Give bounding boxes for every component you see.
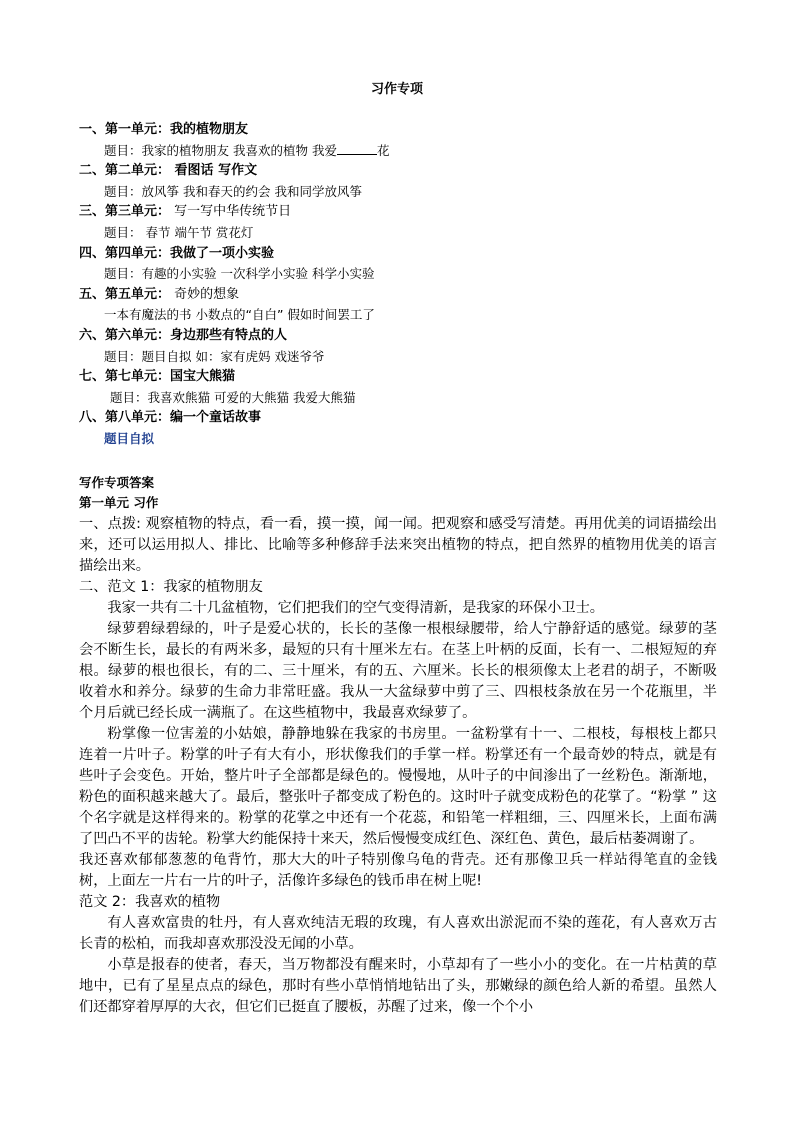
tip-paragraph: 一、点拨: 观察植物的特点，看一看，摸一摸，闻一闻。把观察和感受写清楚。再用优美的词语描绘出来，还可以运用拟人、排比、比喻等多种修辞手法来突出植物的特点，把自然界的植物用优美的语言描绘出来。 <box>79 516 717 574</box>
essay1-paragraph: 我家一共有二十几盆植物，它们把我们的空气变得清新，是我家的环保小卫士。 <box>107 600 604 616</box>
unit-number: 四、第四单元： <box>79 245 171 261</box>
topics-text: 放风筝 我和春天的约会 我和同学放风筝 <box>141 183 362 199</box>
unit-number: 七、第七单元： <box>79 369 171 385</box>
essay1-paragraph: 粉掌像一位害羞的小姑娘，静静地躲在我家的书房里。一盆粉掌有十一、二根枝，每根枝上都只连着一片叶子。粉掌的叶子有大有小，形状像我们的手掌一样。粉掌还有一个最奇妙的特点，就是有些叶子会变色。开始，整片叶子全部都是绿色的。慢慢地，从叶子的中间渗出了一丝粉色。渐渐地，粉色的面积越来越大了。最后，整张叶子都变成了粉色的。这时叶子就变成粉色的花掌了。“粉掌 ” 这个名字就是这样得来的。粉掌的花掌之中还有一个花蕊，和铅笔一样粗细，三、四厘米长，上面布满了凹凸不平的齿轮。粉掌大约能保持十来天，然后慢慢变成红色、深红色、黄色，最后枯萎凋谢了。 <box>79 726 717 847</box>
unit-number: 八、第八单元： <box>79 410 171 426</box>
unit-heading <box>79 285 239 305</box>
essay1-paragraph: 我还喜欢郁郁葱葱的龟背竹，那大大的叶子特别像乌龟的背壳。还有那像卫兵一样站得笔直的金钱树，上面左一片右一片的叶子，活像许多绿色的钱币串在树上呢! <box>79 852 717 889</box>
unit-number: 一、第一单元： <box>79 122 171 137</box>
unit-number: 六、第六单元： <box>79 328 171 343</box>
unit-theme: 看图话 写作文 <box>170 163 258 179</box>
unit-number: 三、第三单元： <box>79 204 171 220</box>
unit-heading <box>79 408 261 428</box>
topics-label: 题目： <box>104 266 142 282</box>
unit-heading <box>79 161 257 181</box>
topics-label: 题目： <box>104 142 142 158</box>
essay1-title: 二、范文 1：我家的植物朋友 <box>79 579 263 595</box>
unit-topics <box>104 141 389 161</box>
unit-number: 二、第二单元： <box>79 163 171 179</box>
unit-number: 五、第五单元： <box>79 286 171 302</box>
topics-label: 题目： <box>104 183 142 199</box>
unit-heading <box>79 120 248 140</box>
unit-heading <box>79 244 274 264</box>
unit-theme: 身边那些有特点的人 <box>170 328 288 343</box>
topics-text: 题目自拟 如：家有虎妈 戏迷爷爷 <box>141 348 325 364</box>
topics-label: 题目： <box>104 348 142 364</box>
topics-suffix: 花 <box>376 142 390 158</box>
fill-in-blank <box>337 142 377 155</box>
unit-heading <box>79 367 235 387</box>
unit-heading <box>79 202 291 222</box>
unit-theme: 奇妙的想象 <box>170 286 240 302</box>
answers-heading: 写作专项答案 <box>79 475 155 490</box>
essay2-paragraph: 小草是报春的使者，春天，当万物都没有醒来时，小草却有了一些小小的变化。在一片枯黄的草地中，已有了星星点点的绿色，那时有些小草悄悄地钻出了头，那嫩绿的颜色给人新的希望。虽然人们还都穿着厚厚的大衣，但它们已挺直了腰板，苏醒了过来，像一个个小 <box>79 957 717 1015</box>
essay2-title: 范文 2：我喜欢的植物 <box>79 894 221 910</box>
topics-text: 题目自拟 <box>104 431 155 446</box>
topics-text: 有趣的小实验 一次科学小实验 科学小实验 <box>141 266 375 282</box>
unit-theme: 国宝大熊猫 <box>170 369 236 385</box>
unit-topics <box>110 388 355 408</box>
essay2-paragraph: 有人喜欢富贵的牡丹，有人喜欢纯洁无瑕的玫瑰，有人喜欢出淤泥而不染的莲花，有人喜欢万古长青的松柏，而我却喜欢那没没无闻的小草。 <box>79 915 717 952</box>
unit1-answer-heading: 第一单元 习作 <box>79 495 159 510</box>
unit-theme: 写一写中华传统节日 <box>170 204 292 220</box>
topics-text: 春节 端午节 赏花灯 <box>141 225 254 240</box>
unit-theme: 编一个童话故事 <box>170 410 262 426</box>
unit-topics <box>104 347 324 367</box>
topics-text: 一本有魔法的书 小数点的“自白” 假如时间罢工了 <box>104 307 375 323</box>
essay1-paragraph: 绿萝碧绿碧绿的，叶子是爱心状的，长长的茎像一根根绿腰带，给人宁静舒适的感觉。绿萝的茎会不断生长，最长的有两米多，最短的只有十厘米左右。在茎上叶柄的反面，长有一、二根短短的弃根。绿萝的根也很长，有的二、三十厘米，有的五、六厘米。长长的根须像太上老君的胡子，不断吸收着水和养分。绿萝的生命力非常旺盛。我从一大盆绿萝中剪了三、四根枝条放在另一个花瓶里，半个月后就已经长成一满瓶了。在这些植物中，我最喜欢绿萝了。 <box>79 621 717 721</box>
unit-topics <box>104 305 375 325</box>
topics-text: 我家的植物朋友 我喜欢的植物 我爱 <box>141 142 337 158</box>
page-title: 习作专项 <box>370 82 423 97</box>
unit-topics <box>104 223 253 243</box>
unit-theme: 我做了一项小实验 <box>170 245 275 261</box>
topics-text: 我喜欢熊猫 可爱的大熊猫 我爱大熊猫 <box>147 389 356 405</box>
unit-heading <box>79 326 287 346</box>
unit-theme: 我的植物朋友 <box>170 122 249 137</box>
topics-label: 题目： <box>104 225 142 240</box>
unit-topics <box>104 429 154 449</box>
topics-label: 题目： <box>110 389 148 405</box>
unit-topics <box>104 182 362 202</box>
unit-topics <box>104 264 374 284</box>
answers-body <box>79 514 717 1018</box>
